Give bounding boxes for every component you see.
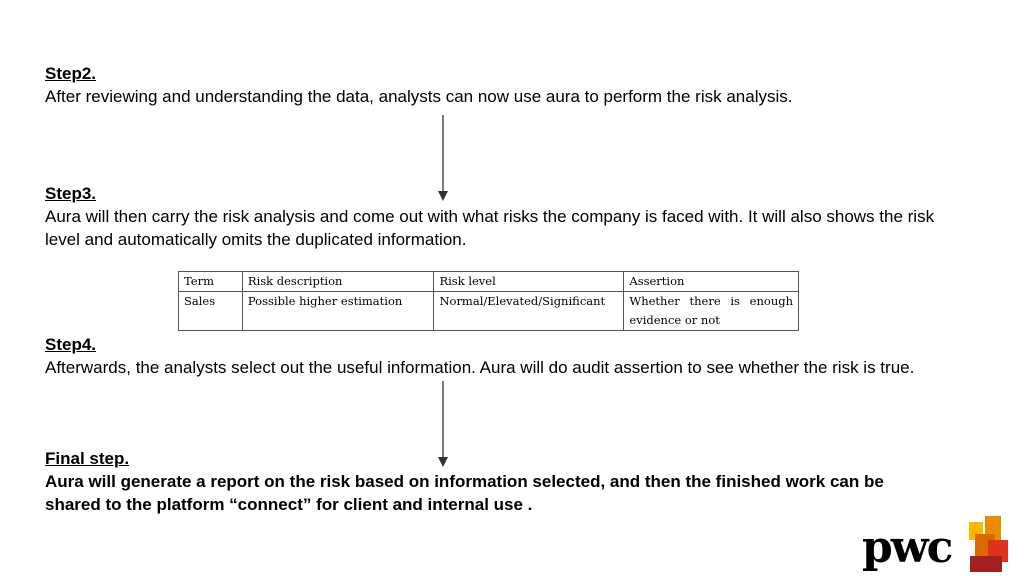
step2-heading: Step2. <box>45 64 97 83</box>
column-header-risk-level: Risk level <box>434 272 624 292</box>
step4-text: Afterwards, the analysts select out the useful information. Aura will do audit assertion to see whether the risk is true. <box>45 358 915 377</box>
step4-heading: Step4. <box>45 335 97 354</box>
table-header-row <box>179 272 799 292</box>
final-step-heading: Final step. <box>45 449 130 468</box>
column-header-term: Term <box>179 272 243 292</box>
column-header-assertion: Assertion <box>624 272 799 292</box>
cell-risk-description: Possible higher estimation <box>242 292 434 331</box>
pwc-logo <box>862 516 1022 576</box>
table-row <box>179 292 799 331</box>
step3-text: Aura will then carry the risk analysis and come out with what risks the company is faced with. It will also shows the risk level and automatically omits the duplicated information. <box>45 207 935 249</box>
step2-section <box>45 62 945 108</box>
step3-section <box>45 182 960 251</box>
column-header-risk-description: Risk description <box>242 272 434 292</box>
step3-heading: Step3. <box>45 184 97 203</box>
cell-term: Sales <box>179 292 243 331</box>
cell-assertion: Whether there is enough evidence or not <box>624 292 799 331</box>
final-step-section <box>45 447 925 516</box>
step2-text: After reviewing and understanding the data, analysts can now use aura to perform the risk analysis. <box>45 87 793 106</box>
cell-risk-level: Normal/Elevated/Significant <box>434 292 624 331</box>
pwc-logo-text: pwc <box>862 522 952 573</box>
risk-table <box>178 271 799 331</box>
step4-section <box>45 333 945 379</box>
final-step-text: Aura will generate a report on the risk based on information selected, and then the finished work can be shared to the platform “connect” for client and internal use . <box>45 472 884 514</box>
